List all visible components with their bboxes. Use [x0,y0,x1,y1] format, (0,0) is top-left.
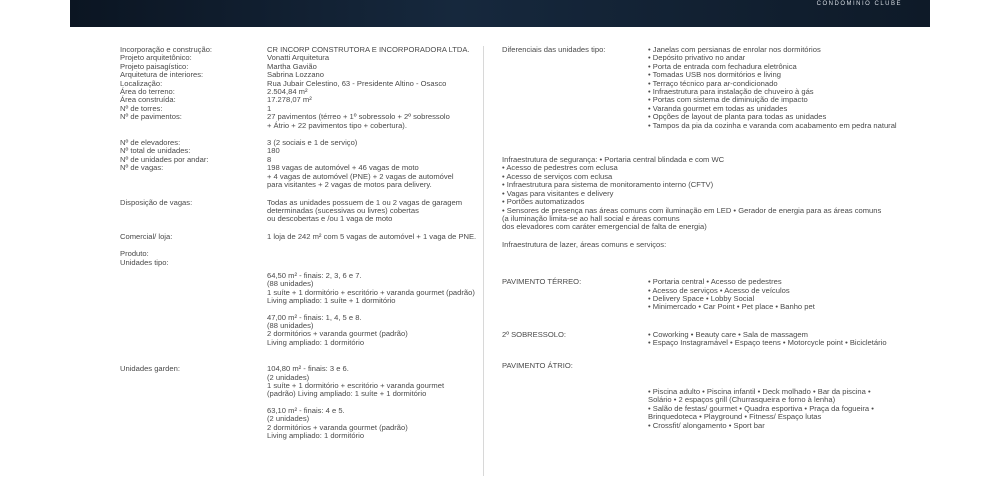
sobressolo-label: 2º SOBRESSOLO: [502,329,566,339]
spec-row [120,113,475,130]
spec-label: Nº de vagas: [120,163,164,173]
diferencial-item: • Terraço técnico para ar-condicionado [648,78,778,88]
spec-value-line: Rua Jubair Celestino, 63 - Presidente Altino - Osasco [267,78,447,88]
unit-line: Living ampliado: 1 dormitório [267,431,365,441]
atrio-item: • Crossfit/ alongamento • Sport bar [648,420,765,430]
spec-value-line: 2.504,84 m² [267,87,308,97]
diferencial-item: • Porta de entrada com fechadura eletrônica [648,61,797,71]
spec-value [267,199,475,224]
spec-label: Área do terreno: [120,87,175,97]
spec-label: Nº total de unidades: [120,146,191,156]
spec-row [120,96,475,104]
sobressolo-row [502,331,932,348]
sobressolo-item: • Coworking • Beauty care • Sala de massagem [648,329,808,339]
atrio-item: • Salão de festas/ gourmet • Quadra esportiva • Praça da fogueira • [648,403,874,413]
spec-label: Projeto paisagístico: [120,61,189,71]
seguranca-item: • Vagas para visitantes e delivery [502,188,614,198]
unit-line: 63,10 m² - finais: 4 e 5. [267,405,345,415]
spec-label: Arquitetura de interiores: [120,70,204,80]
diferencial-item: • Varanda gourmet em todas as unidades [648,103,788,113]
spec-label: Nº de pavimentos: [120,112,182,122]
unit-line: Living ampliado: 1 dormitório [267,337,365,347]
diferencial-item: • Tampos da pia da cozinha e varanda com acabamento em pedra natural [648,120,897,130]
spec-label: Localização: [120,78,163,88]
spec-value-line: ou descobertas e /ou 1 vaga de moto [267,214,393,224]
spec-value-line: determinadas (sucessivas ou livres) cobertas [267,205,419,215]
atrio-label: PAVIMENTO ÁTRIO: [502,360,573,370]
spec-label: Unidades tipo: [120,257,169,267]
unit-line: 47,00 m² - finais: 1, 4, 5 e 8. [267,312,362,322]
spec-rows [120,46,475,267]
unit-line: (2 unidades) [267,372,310,382]
spec-value-line: Sabrina Lozzano [267,70,324,80]
atrio-item: Solário • 2 espaços grill (Churrasqueira e forno à lenha) [648,395,836,405]
spec-value-line: Martha Gavião [267,61,317,71]
spec-value-line: + Átrio + 22 pavimentos tipo + cobertura). [267,120,407,130]
terreo-item: • Delivery Space • Lobby Social [648,293,755,303]
spec-value-line: CR INCORP CONSTRUTORA E INCORPORADORA LTDA. [267,45,470,54]
spec-value-line: para visitantes + 2 vagas de motos para delivery. [267,180,432,190]
diferencial-item: • Opções de layout de planta para todas as unidades [648,112,827,122]
banner-label: CONDOMINIO CLUBE [816,1,902,7]
spec-left-column [120,46,475,440]
spec-label: Área construída: [120,95,176,105]
spec-value-line: 3 (2 sociais e 1 de serviço) [267,138,358,148]
unit-line: 104,80 m² - finais: 3 e 6. [267,364,349,374]
seguranca-block [502,156,932,232]
diferencial-item: • Tomadas USB nos dormitórios e living [648,70,781,80]
spec-value-line: 27 pavimentos (térreo + 1º sobressolo + 2º sobressolo [267,112,450,122]
seguranca-item: (a iluminação limita-se ao hall social e áreas comuns [502,213,680,223]
diferencial-item: • Portas com sistema de diminuição de impacto [648,95,808,105]
terreo-label: PAVIMENTO TÉRREO: [502,277,582,287]
spec-label: Nº de torres: [120,103,163,113]
spec-row [120,250,475,258]
spec-row [120,233,475,241]
seguranca-item: • Infraestrutura para sistema de monitoramento interno (CFTV) [502,180,714,190]
unit-line: 2 dormitórios + varanda gourmet (padrão) [267,329,408,339]
spec-value [267,147,475,155]
spec-value [267,96,475,104]
diferenciais-row [502,46,932,130]
diferencial-item: • Infraestrutura para instalação de chuveiro à gás [648,87,814,97]
spec-right-column [502,46,932,430]
spec-value-line: + 4 vagas de automóvel (PNE) + 2 vagas de automóvel [267,171,454,181]
spec-value-line: 180 [267,146,280,156]
unit-garden-1 [267,365,475,399]
spec-value-line: 1 loja de 242 m² com 5 vagas de automóvel + 1 vaga de PNE. [267,231,477,241]
units-garden-label: Unidades garden: [120,364,180,374]
spec-row [120,164,475,189]
spec-value-line: Vonatti Arquitetura [267,53,330,63]
spec-value-line: 8 [267,154,272,164]
terreo-list [648,278,932,312]
terreo-item: • Minimercado • Car Point • Pet place • Banho pet [648,302,815,312]
spec-value-line: Todas as unidades possuem de 1 ou 2 vagas de garagem [267,197,463,207]
spec-value [267,164,475,189]
header-banner [70,0,930,27]
unit-tipo-2 [267,314,475,348]
diferenciais-list [648,46,932,130]
seguranca-item: • Portões automatizados [502,197,585,207]
unit-line: 64,50 m² - finais: 2, 3, 6 e 7. [267,270,362,280]
spec-label: Comercial/ loja: [120,231,173,241]
spec-label: Disposição de vagas: [120,197,193,207]
sobressolo-item: • Espaço Instagramável • Espaço teens • Motorcycle point • Bicicletário [648,338,887,348]
unit-garden-2 [267,407,475,441]
spec-row [120,199,475,224]
seguranca-item: • Acesso de pedestres com eclusa [502,163,618,173]
column-divider [483,46,484,476]
seguranca-item: dos elevadores com caráter emergencial de falta de energia) [502,222,707,232]
atrio-item: • Piscina adulto • Piscina infantil • Deck molhado • Bar da piscina • [648,386,871,396]
spec-value [267,139,475,147]
spec-value [267,250,475,258]
spec-label: Projeto arquitetônico: [120,53,192,63]
diferencial-item: • Depósito privativo no andar [648,53,746,63]
spec-value [267,113,475,130]
units-tipo-block [267,272,475,347]
unit-line: Living ampliado: 1 suíte + 1 dormitório [267,296,396,306]
unit-line: (88 unidades) [267,320,314,330]
spec-value-line: 17.278,07 m² [267,95,312,105]
seguranca-item: • Acesso de serviços com eclusa [502,171,613,181]
unit-line: (padrão) Living ampliado: 1 suíte + 1 dormitório [267,389,427,399]
spec-value [267,259,475,267]
spec-label: Nº de unidades por andar: [120,154,209,164]
spec-label: Produto: [120,249,149,259]
spec-label: Incorporação e construção: [120,45,213,54]
atrio-item: Brinquedoteca • Playground • Fitness/ Espaço lutas [648,412,822,422]
terreo-item: • Acesso de serviços • Acesso de veículos [648,285,790,295]
terreo-row [502,278,932,312]
sobressolo-list [648,331,932,348]
units-garden-row [120,365,475,440]
atrio-list [648,388,932,430]
unit-tipo-1 [267,272,475,306]
diferenciais-label: Diferenciais das unidades tipo: [502,45,606,54]
unit-line: (2 unidades) [267,414,310,424]
unit-line: 2 dormitórios + varanda gourmet (padrão) [267,422,408,432]
spec-value [267,233,476,241]
spec-value-line: 1 [267,103,272,113]
unit-line: 1 suíte + 1 dormitório + escritório + varanda gourmet (padrão) [267,287,475,297]
seguranca-item: • Sensores de presença nas áreas comuns com iluminação em LED • Gerador de energia para as áreas comuns [502,205,882,215]
spec-label: Nº de elevadores: [120,138,181,148]
lazer-title: Infraestrutura de lazer, áreas comuns e serviços: [502,239,667,249]
diferencial-item: • Janelas com persianas de enrolar nos dormitórios [648,45,821,54]
terreo-item: • Portaria central • Acesso de pedestres [648,277,782,287]
units-garden-block [267,365,475,440]
unit-line: 1 suíte + 1 dormitório + escritório + varanda gourmet [267,381,445,390]
seguranca-item: Infraestrutura de segurança: • Portaria central blindada e com WC [502,155,725,165]
spec-value-line: 198 vagas de automóvel + 46 vagas de moto [267,163,419,173]
unit-line: (88 unidades) [267,279,314,289]
spec-row [120,259,475,267]
